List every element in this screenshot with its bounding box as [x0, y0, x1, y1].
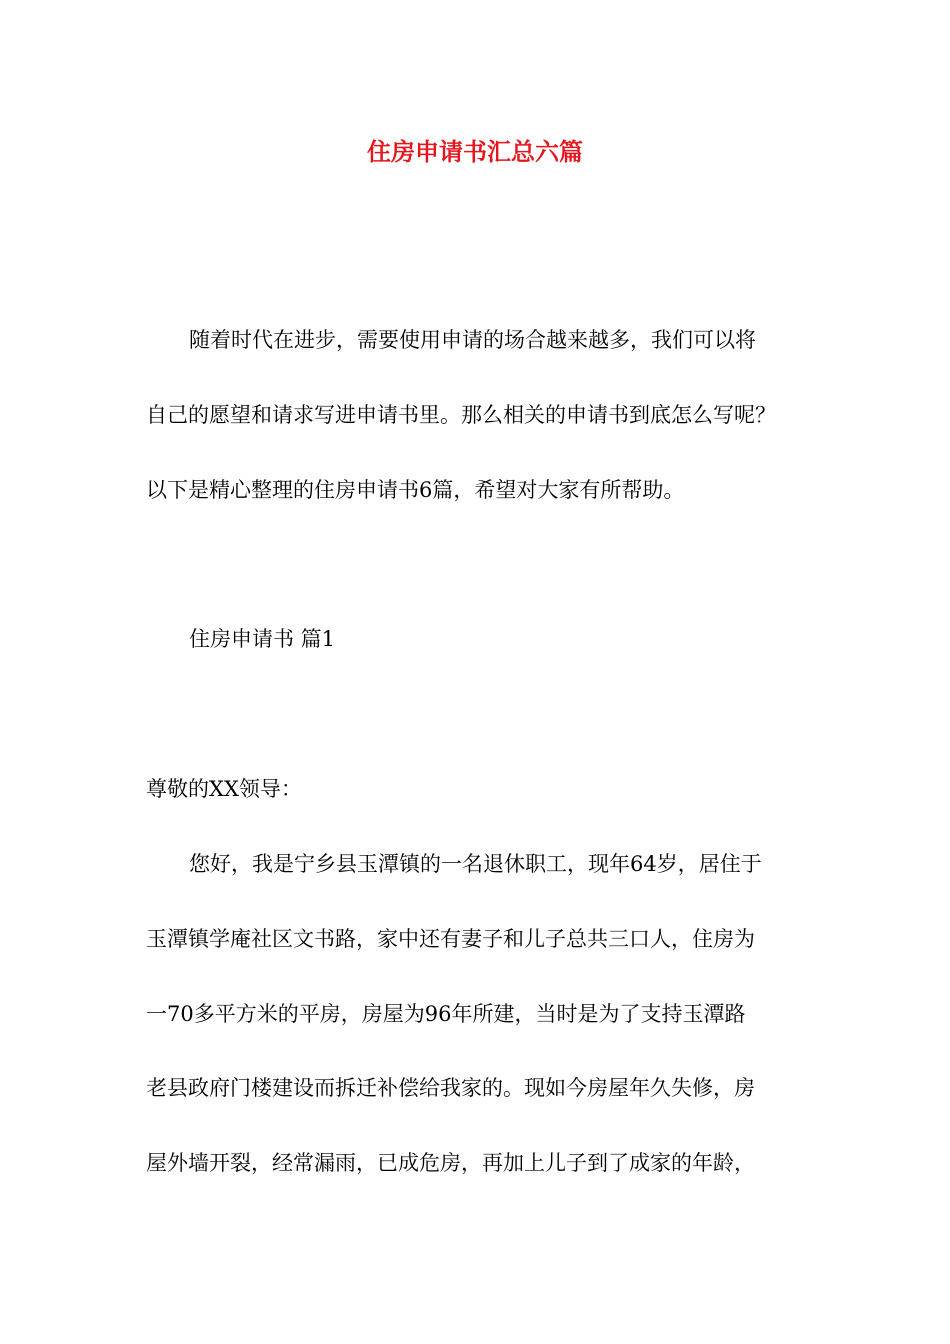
section-heading: 住房申请书 篇1 — [189, 627, 336, 651]
body-line-5: 屋外墙开裂，经常漏雨，已成危房，再加上儿子到了成家的年龄， — [146, 1151, 755, 1175]
body-line-2: 玉潭镇学庵社区文书路，家中还有妻子和儿子总共三口人，住房为 — [146, 927, 755, 951]
body-line-4: 老县政府门楼建设而拆迁补偿给我家的。现如今房屋年久失修，房 — [146, 1076, 755, 1100]
intro-line-3: 以下是精心整理的住房申请书6篇，希望对大家有所帮助。 — [146, 478, 685, 502]
body-line-3: 一70多平方米的平房，房屋为96年所建，当时是为了支持玉潭路 — [146, 1002, 746, 1026]
salutation: 尊敬的XX领导： — [146, 777, 302, 801]
body-line-1: 您好，我是宁乡县玉潭镇的一名退休职工，现年64岁，居住于 — [189, 852, 762, 876]
intro-line-1: 随着时代在进步，需要使用申请的场合越来越多，我们可以将 — [189, 328, 756, 352]
intro-line-2: 自己的愿望和请求写进申请书里。那么相关的申请书到底怎么写呢？ — [146, 403, 776, 427]
document-title: 住房申请书汇总六篇 — [367, 138, 583, 166]
